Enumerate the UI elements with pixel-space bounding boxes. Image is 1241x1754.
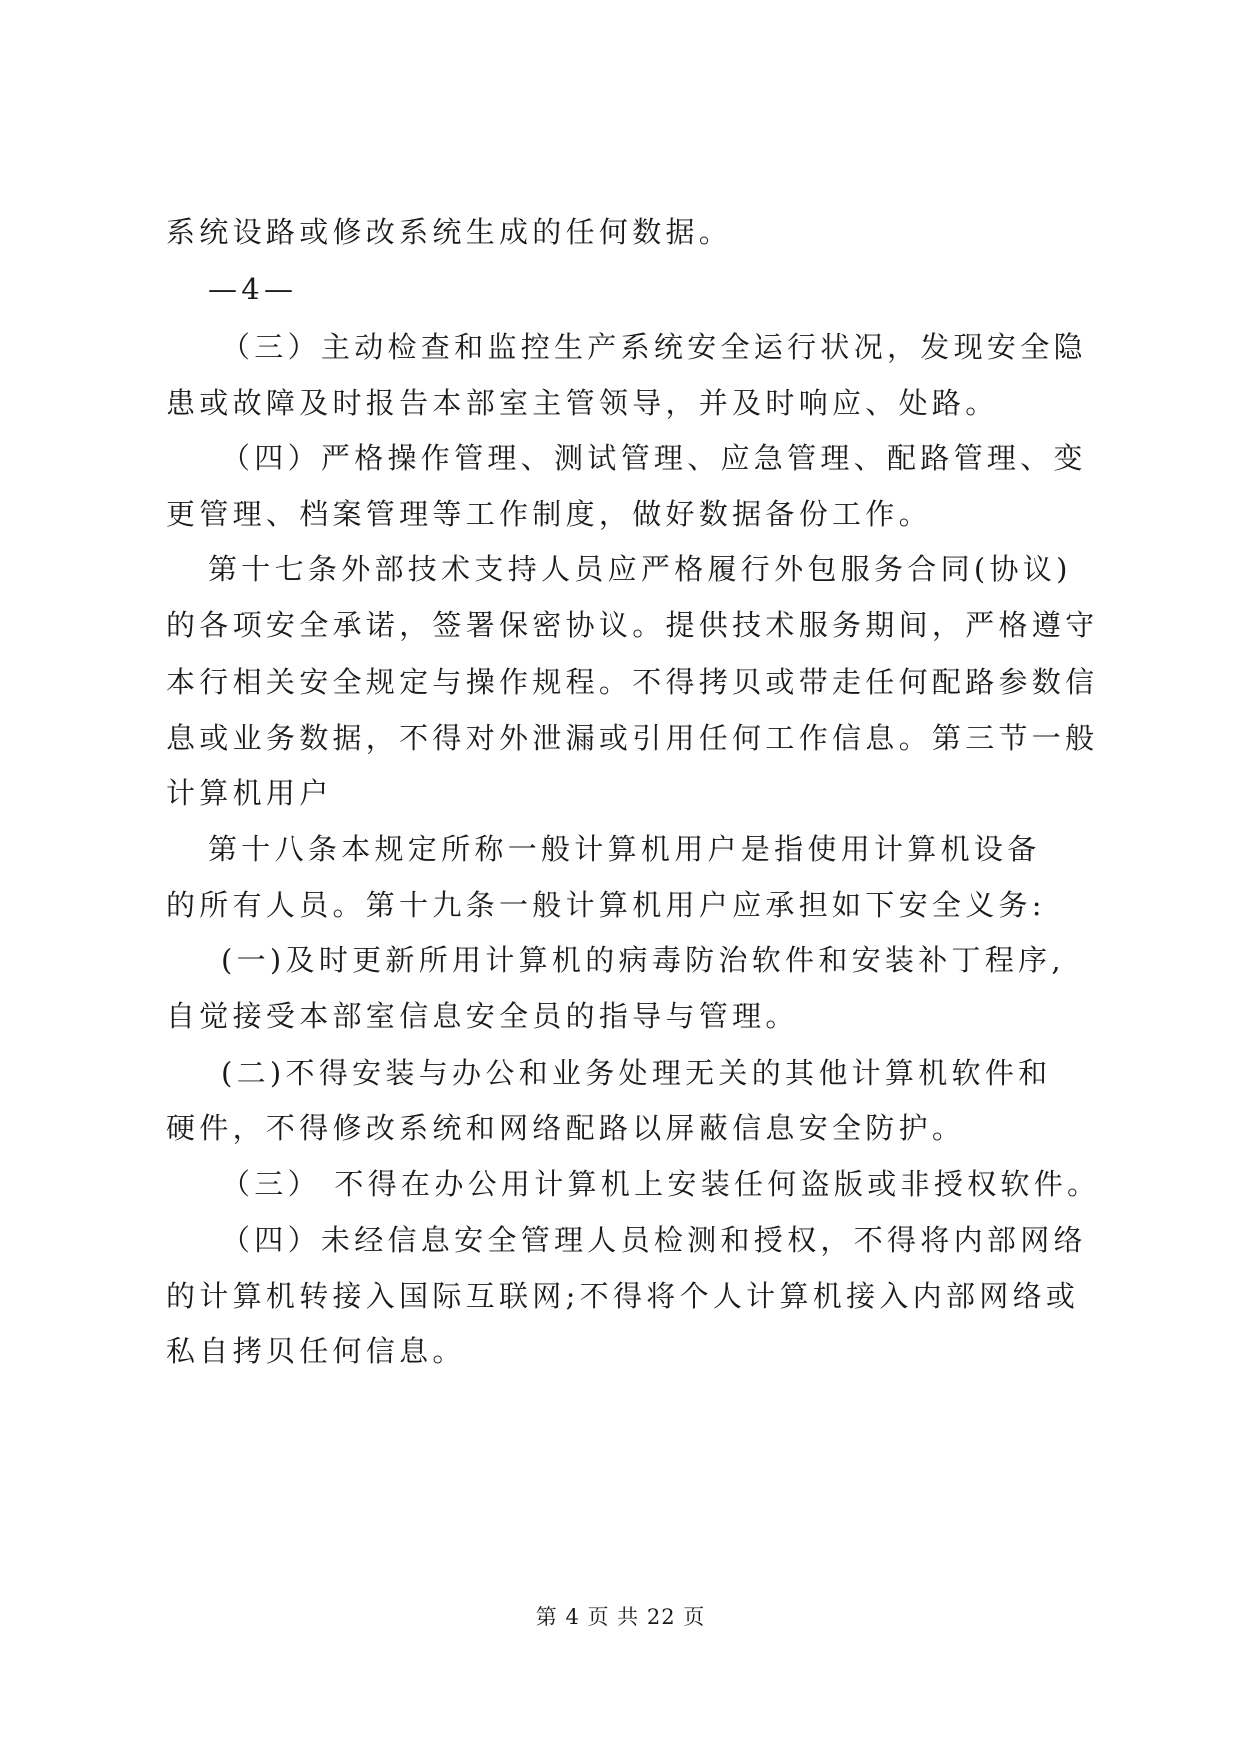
text-line: 自觉接受本部室信息安全员的指导与管理。: [166, 999, 799, 1033]
text-line: 患或故障及时报告本部室主管领导，并及时响应、处路。: [166, 386, 999, 420]
page-number-marker: —4—: [208, 272, 298, 306]
text-line: 第十八条本规定所称一般计算机用户是指使用计算机设备: [208, 832, 1041, 866]
text-line: 第十七条外部技术支持人员应严格履行外包服务合同(协议): [208, 552, 1072, 586]
text-line: 的计算机转接入国际互联网;不得将个人计算机接入内部网络或: [166, 1279, 1080, 1313]
text-line: (二)不得安装与办公和业务处理无关的其他计算机软件和: [221, 1056, 1052, 1090]
text-line: 的各项安全承诺，签署保密协议。提供技术服务期间，严格遵守: [166, 608, 1099, 642]
text-line: 计算机用户: [166, 776, 333, 810]
text-line: 的所有人员。第十九条一般计算机用户应承担如下安全义务:: [166, 888, 1046, 922]
text-line: 硬件，不得修改系统和网络配路以屏蔽信息安全防护。: [166, 1111, 966, 1145]
text-line: （四）未经信息安全管理人员检测和授权，不得将内部网络: [221, 1223, 1087, 1257]
text-line: 系统设路或修改系统生成的任何数据。: [166, 215, 733, 249]
page-footer: 第 4 页 共 22 页: [535, 1605, 706, 1629]
text-line: （三）主动检查和监控生产系统安全运行状况，发现安全隐: [221, 330, 1087, 364]
text-line: （三） 不得在办公用计算机上安装任何盗版或非授权软件。: [221, 1167, 1101, 1201]
text-line: 本行相关安全规定与操作规程。不得拷贝或带走任何配路参数信: [166, 665, 1099, 699]
text-line: (一)及时更新所用计算机的病毒防治软件和安装补丁程序,: [221, 943, 1065, 977]
text-line: （四）严格操作管理、测试管理、应急管理、配路管理、变: [221, 441, 1087, 475]
text-line: 私自拷贝任何信息。: [166, 1334, 466, 1368]
text-line: 更管理、档案管理等工作制度，做好数据备份工作。: [166, 497, 932, 531]
text-line: 息或业务数据，不得对外泄漏或引用任何工作信息。第三节一般: [166, 721, 1099, 755]
